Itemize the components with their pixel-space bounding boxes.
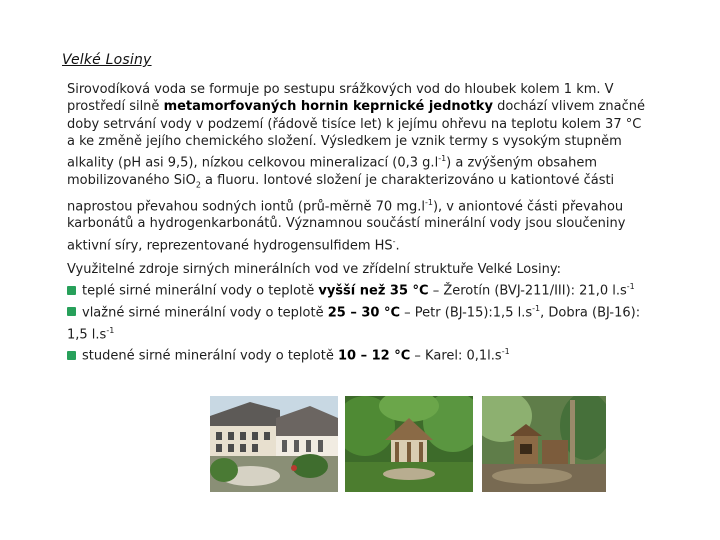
paragraph-text: ) a zvýšeným obsahem mobilizovaného SiO <box>67 155 598 188</box>
paragraph-text: ), v aniontové části převahou karbonátů a hydrogenkarbonátů. Významnou součástí minerální vody jsou sloučeniny aktivní síry, reprezentované hydrogensulfidem HS <box>67 199 626 253</box>
superscript: -1 <box>501 347 510 357</box>
page-title: Velké Losiny <box>62 52 152 68</box>
square-bullet-icon <box>67 286 76 295</box>
paragraph-text: dochází vlivem značné doby setrvání vody v podzemí (řádově tisíce let) k jejímu ohřevu na teplotu kolem 37 °C a ke změně jejího chemického složení. Výsledkem je vznik termy s vysokým stupněm alkality (pH asi 9,5), nízkou celkovou mineralizací (0,3 g.l <box>67 99 646 171</box>
spa-building-photo <box>210 396 338 492</box>
item-temp: vyšší než 35 °C <box>318 283 429 299</box>
paragraph-text: Sirovodíková voda se formuje po sestupu srážkových vod do hloubek kolem 1 km. V prostředí silně <box>67 82 614 115</box>
item-temp: 10 – 12 °C <box>337 348 411 364</box>
superscript: -1 <box>438 154 447 164</box>
gazebo-photo <box>345 396 473 492</box>
subscript: 2 <box>195 180 201 190</box>
source-item-warm <box>67 278 645 300</box>
superscript: -1 <box>532 303 541 313</box>
sources-paragraph <box>67 261 645 365</box>
bold-rock-term: metamorfovaných hornin keprnické jednotky <box>163 99 493 115</box>
superscript: -1 <box>424 197 433 207</box>
item-text: studené sirné minerální vody o teplotě <box>82 348 338 364</box>
square-bullet-icon <box>67 351 76 360</box>
item-text: vlažné sirné minerální vody o teplotě <box>82 305 328 321</box>
item-text: – Žerotín (BVJ-211/III): 21,0 l.s <box>428 283 627 299</box>
item-temp: 25 – 30 °C <box>327 305 401 321</box>
superscript: -1 <box>626 282 635 292</box>
sources-intro: Využitelné zdroje sirných minerálních vod ve zřídelní struktuře Velké Losiny: <box>67 262 561 277</box>
superscript: - <box>392 236 396 246</box>
paragraph-text: . <box>395 237 400 253</box>
superscript: -1 <box>106 325 115 335</box>
description-paragraph <box>67 81 645 254</box>
item-text: , Dobra (BJ-16): 1,5 l.s <box>67 305 641 342</box>
source-item-cold <box>67 343 645 365</box>
source-item-lukewarm <box>67 300 645 343</box>
wooden-wellhouse-photo <box>482 396 606 492</box>
item-text: – Karel: 0,1l.s <box>410 348 502 364</box>
item-text: – Petr (BJ-15):1,5 l.s <box>400 305 533 321</box>
square-bullet-icon <box>67 307 76 316</box>
paragraph-text: a fluoru. Iontové složení je charakterizováno u kationtové části naprostou převahou sodných iontů (prů-měrně 70 mg.l <box>67 172 615 215</box>
item-text: teplé sirné minerální vody o teplotě <box>82 283 319 299</box>
